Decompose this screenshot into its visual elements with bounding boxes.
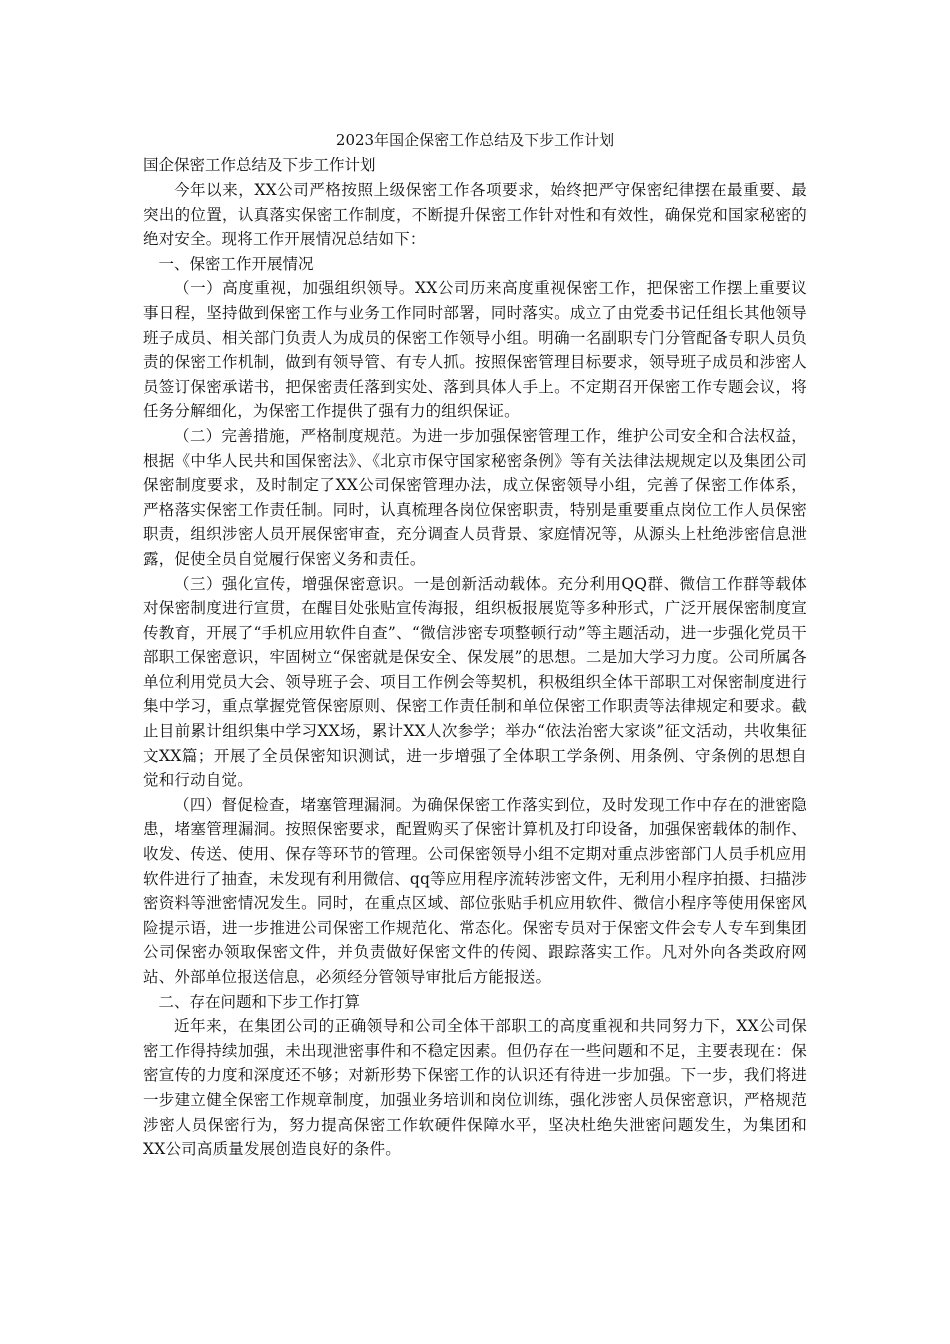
section-1-paragraph-4: （四）督促检查，堵塞管理漏洞。为确保保密工作落实到位，及时发现工作中存在的泄密隐患，堵塞管理漏洞。按照保密要求，配置购买了保密计算机及打印设备，加强保密载体的制作、收发、传送、使用、保存等环节的管理。公司保密领导小组不定期对重点涉密部门人员手机应用软件进行了抽查，未发现有利用微信、qq等应用程序流转涉密文件，无利用小程序拍摄、扫描涉密资料等泄密情况发生。同时，在重点区域、部位张贴手机应用软件、微信小程序等使用保密风险提示语，进一步推进公司保密工作规范化、常态化。保密专员对于保密文件会专人专车到集团公司保密办领取保密文件，并负责做好保密文件的传阅、跟踪落实工作。凡对外向各类政府网站、外部单位报送信息，必须经分管领导审批后方能报送。	[143, 795, 807, 986]
section-2-paragraph: 近年来，在集团公司的正确领导和公司全体干部职工的高度重视和共同努力下，XX公司保密工作得持续加强，未出现泄密事件和不稳定因素。但仍存在一些问题和不足，主要表现在：保密宣传的力度和深度还不够；对新形势下保密工作的认识还有待进一步加强。下一步，我们将进一步建立健全保密工作规章制度，加强业务培训和岗位训练，强化涉密人员保密意识，严格规范涉密人员保密行为，努力提高保密工作软硬件保障水平，坚决杜绝失泄密问题发生，为集团和XX公司高质量发展创造良好的条件。	[143, 1017, 807, 1159]
section-2-heading: 二、存在问题和下步工作打算	[158, 992, 361, 1011]
section-1-heading: 一、保密工作开展情况	[158, 254, 314, 273]
section-1-paragraph-2: （二）完善措施，严格制度规范。为进一步加强保密管理工作，维护公司安全和合法权益，根据《中华人民共和国保密法》、《北京市保守国家秘密条例》等有关法律法规规定以及集团公司保密制度要求，及时制定了XX公司保密管理办法，成立保密领导小组，完善了保密工作体系，严格落实保密工作责任制。同时，认真梳理各岗位保密职责，特别是重要重点岗位工作人员保密职责，组织涉密人员开展保密审查，充分调查人员背景、家庭情况等，从源头上杜绝涉密信息泄露，促使全员自觉履行保密义务和责任。	[143, 426, 807, 568]
document-subtitle: 国企保密工作总结及下步工作计划	[143, 156, 376, 174]
intro-paragraph: 今年以来，XX公司严格按照上级保密工作各项要求，始终把严守保密纪律摆在最重要、最突出的位置，认真落实保密工作制度，不断提升保密工作针对性和有效性，确保党和国家秘密的绝对安全。现将工作开展情况总结如下：	[143, 181, 807, 249]
section-1-paragraph-1: （一）高度重视，加强组织领导。XX公司历来高度重视保密工作，把保密工作摆上重要议事日程，坚持做到保密工作与业务工作同时部署，同时落实。成立了由党委书记任组长其他领导班子成员、相关部门负责人为成员的保密工作领导小组。明确一名副职专门分管配备专职人员负责的保密工作机制，做到有领导管、有专人抓。按照保密管理目标要求，领导班子成员和涉密人员签订保密承诺书，把保密责任落到实处、落到具体人手上。不定期召开保密工作专题会议，将任务分解细化，为保密工作提供了强有力的组织保证。	[143, 279, 807, 421]
section-1-paragraph-3: （三）强化宣传，增强保密意识。一是创新活动载体。充分利用QQ群、微信工作群等载体对保密制度进行宣贯，在醒目处张贴宣传海报，组织板报展览等多种形式，广泛开展保密制度宣传教育，开展了“手机应用软件自查”、“微信涉密专项整顿行动”等主题活动，进一步强化党员干部职工保密意识，牢固树立“保密就是保安全、保发展”的思想。二是加大学习力度。公司所属各单位利用党员大会、领导班子会、项目工作例会等契机，积极组织全体干部职工对保密制度进行集中学习，重点掌握党管保密原则、保密工作责任制和单位保密工作职责等法律规定和要求。截止目前累计组织集中学习XX场，累计XX人次参学；举办“依法治密大家谈”征文活动，共收集征文XX篇；开展了全员保密知识测试，进一步增强了全体职工学条例、用条例、守条例的思想自觉和行动自觉。	[143, 574, 807, 790]
document-title: 2023年国企保密工作总结及下步工作计划	[335, 131, 615, 149]
document-page	[143, 128, 807, 1162]
